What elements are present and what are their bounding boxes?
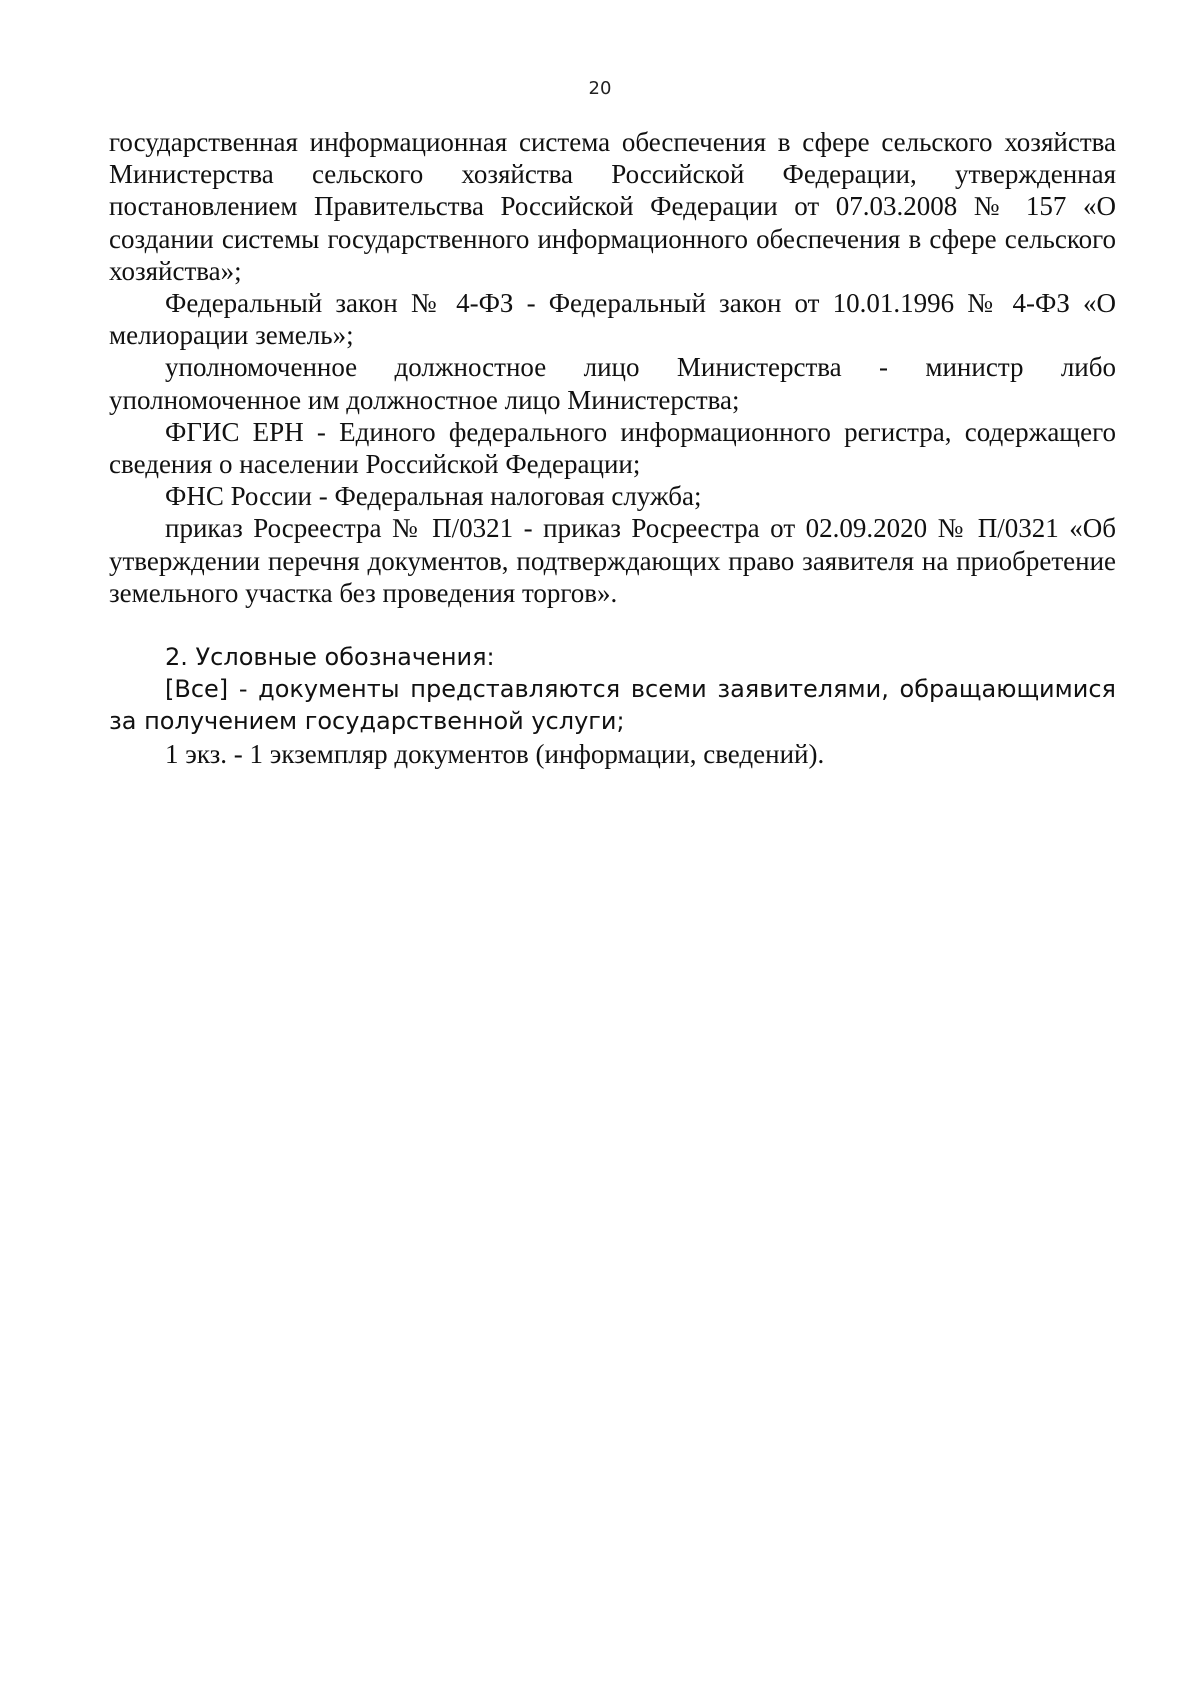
paragraph-fgis-ern: ФГИС ЕРН - Единого федерального информационного регистра, содержащего сведения о населении Российской Федерации; xyxy=(109,416,1116,480)
paragraph-authorized-official: уполномоченное должностное лицо Министерства - министр либо уполномоченное им должностное лицо Министерства; xyxy=(109,352,1116,415)
paragraph-fns-russia: ФНС России - Федеральная налоговая служба; xyxy=(165,481,702,512)
paragraph-federal-law-4fz: Федеральный закон № 4-ФЗ - Федеральный закон от 10.01.1996 № 4-ФЗ «О мелиорации земель»; xyxy=(109,288,1116,351)
paragraph-gis-agriculture: государственная информационная система обеспечения в сфере сельского хозяйства Министерства сельского хозяйства Российской Федерации, утвержденная постановлением Правительства Российской Федерации от 07.03.2008 № 157 «О создании системы государственного информационного обеспечения в сфере сельского хозяйства»; xyxy=(109,127,1116,286)
section-heading-legend: 2. Условные обозначения: xyxy=(165,643,495,672)
document-body xyxy=(109,126,1116,770)
legend-item-all: [Все] - документы представляются всеми заявителями, обращающимися за получением государственной услуги; xyxy=(109,675,1116,736)
section-spacer xyxy=(109,609,1116,641)
paragraph-rosreestr-order: приказ Росреестра № П/0321 - приказ Росреестра от 02.09.2020 № П/0321 «Об утверждении перечня документов, подтверждающих право заявителя на приобретение земельного участка без проведения торгов». xyxy=(109,513,1116,608)
page-number: 20 xyxy=(588,78,612,99)
legend-item-copies: 1 экз. - 1 экземпляр документов (информации, сведений). xyxy=(165,738,825,769)
